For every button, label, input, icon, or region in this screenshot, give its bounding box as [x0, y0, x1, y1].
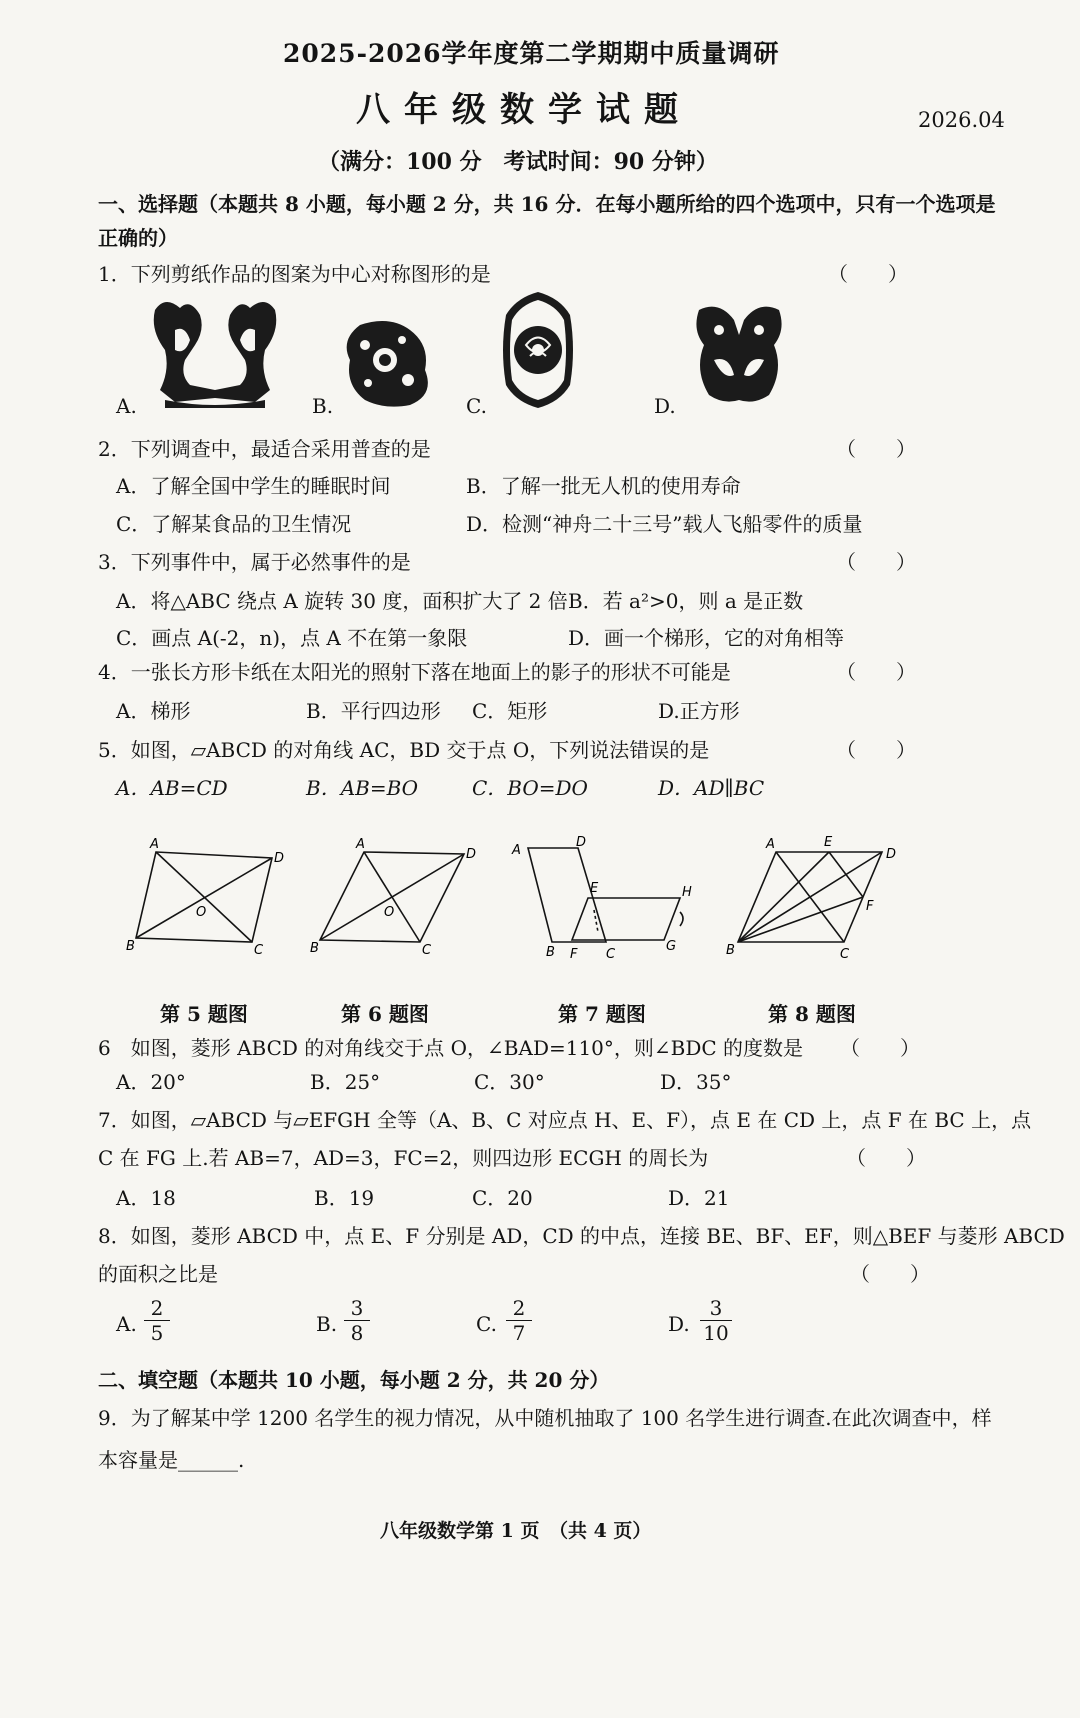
q6-answer-paren: （ ）: [840, 1036, 920, 1060]
q5-answer-paren: （ ）: [836, 738, 916, 762]
fig5-label-a: A: [150, 837, 159, 852]
score-info: （满分：100 分 考试时间：90 分钟）: [318, 149, 718, 175]
q2-option-a: A．了解全国中学生的睡眠时间: [116, 474, 391, 498]
section1-heading-line1: 一、选择题（本题共 8 小题，每小题 2 分，共 16 分．在每小题所给的四个选项中，只有一个选项是: [98, 192, 996, 216]
q4-answer-paren: （ ）: [836, 660, 916, 684]
figure-q6: [306, 830, 486, 965]
q7-answer-paren: （ ）: [846, 1146, 926, 1170]
q8-option-c-label: C.: [476, 1312, 497, 1336]
q3-option-c: C．画点 A(-2，n)，点 A 不在第一象限: [116, 626, 468, 650]
fig5-label-o: O: [196, 905, 207, 920]
fig8-label-c: C: [840, 947, 850, 962]
fig8-label-e: E: [824, 835, 833, 850]
q9-line1: 9．为了解某中学 1200 名学生的视力情况，从中随机抽取了 100 名学生进行调查.在此次调查中，样: [98, 1406, 992, 1430]
q6-option-c: C．30°: [474, 1070, 545, 1094]
figure-q7: [506, 830, 706, 965]
q5-option-b: B．AB=BO: [306, 776, 419, 800]
q8-option-a-denominator: 5: [150, 1321, 164, 1345]
q6-option-b: B．25°: [310, 1070, 381, 1094]
q3-option-b: B．若 a²>0，则 a 是正数: [568, 589, 804, 613]
fig8-label-b: B: [726, 943, 735, 958]
q8-option-b-fraction: [342, 1296, 372, 1345]
q2-option-d: D．检测“神舟二十三号”载人飞船零件的质量: [466, 512, 863, 536]
fig7-label-b: B: [546, 945, 555, 960]
q1-option-b-label: B.: [312, 394, 334, 418]
fig6-label-o: O: [384, 905, 395, 920]
q3-answer-paren: （ ）: [836, 550, 916, 574]
q8-option-c-numerator: 2: [512, 1296, 526, 1320]
q9-line2: 本容量是______.: [98, 1448, 245, 1472]
q5-option-c: C．BO=DO: [472, 776, 588, 800]
q8-stem-line2: 的面积之比是: [98, 1262, 218, 1286]
q2-answer-paren: （ ）: [836, 437, 916, 461]
papercut-rose-image: [498, 290, 578, 410]
q1-option-c-label: C.: [466, 394, 487, 418]
q4-option-a: A．梯形: [116, 699, 191, 723]
q2-option-b: B．了解一批无人机的使用寿命: [466, 474, 741, 498]
q8-option-b-numerator: 3: [350, 1296, 364, 1320]
q4-stem: 4．一张长方形卡纸在太阳光的照射下落在地面上的影子的形状不可能是: [98, 660, 731, 684]
fig6-label-d: D: [466, 847, 477, 862]
q1-option-d-label: D.: [654, 394, 676, 418]
q1-answer-paren: （ ）: [828, 262, 908, 286]
q4-option-d: D.正方形: [658, 699, 740, 723]
q4-option-c: C．矩形: [472, 699, 548, 723]
fig8-label-a: A: [766, 837, 775, 852]
fig6-label-c: C: [422, 943, 432, 958]
q8-option-c-denominator: 7: [512, 1321, 526, 1345]
q3-option-a: A．将△ABC 绕点 A 旋转 30 度，面积扩大了 2 倍: [116, 589, 568, 613]
exam-subtitle: 八年级数学试题: [356, 90, 692, 130]
figure-caption-6: 第 6 题图: [341, 1002, 429, 1026]
q6-stem: 6 如图，菱形 ABCD 的对角线交于点 O，∠BAD=110°，则∠BDC 的度数是: [98, 1036, 804, 1060]
figure-caption-5: 第 5 题图: [160, 1002, 248, 1026]
q8-option-d-label: D.: [668, 1312, 690, 1336]
q7-option-d: D．21: [668, 1186, 730, 1210]
fig8-label-d: D: [886, 847, 897, 862]
figure-caption-7: 第 7 题图: [558, 1002, 646, 1026]
section2-heading: 二、填空题（本题共 10 小题，每小题 2 分，共 20 分）: [98, 1368, 610, 1392]
q2-option-c: C．了解某食品的卫生情况: [116, 512, 352, 536]
fig7-label-a: A: [512, 843, 521, 858]
q8-option-a-label: A.: [116, 1312, 137, 1336]
q5-option-a: A．AB=CD: [116, 776, 228, 800]
q8-option-d-fraction: [698, 1296, 734, 1345]
fig8-label-f: F: [866, 899, 874, 914]
papercut-flower-image: [340, 315, 435, 410]
fig7-label-h: H: [682, 885, 692, 900]
q3-stem: 3．下列事件中，属于必然事件的是: [98, 550, 411, 574]
figure-caption-8: 第 8 题图: [768, 1002, 856, 1026]
exam-title: 2025-2026学年度第二学期期中质量调研: [283, 39, 780, 68]
q8-option-c-fraction: [504, 1296, 534, 1345]
fig7-label-g: G: [666, 939, 677, 954]
q2-stem: 2．下列调查中，最适合采用普查的是: [98, 437, 431, 461]
q3-option-d: D．画一个梯形，它的对角相等: [568, 626, 845, 650]
fig7-label-c: C: [606, 947, 616, 962]
q4-option-b: B．平行四边形: [306, 699, 441, 723]
figure-q5: [120, 830, 290, 965]
exam-date: 2026.04: [918, 108, 1005, 132]
q8-stem-line1: 8．如图，菱形 ABCD 中，点 E、F 分别是 AD，CD 的中点，连接 BE、BF、EF，则△BEF 与菱形 ABCD: [98, 1224, 1065, 1248]
fig5-label-c: C: [254, 943, 264, 958]
q7-stem-line2: C 在 FG 上.若 AB=7，AD=3，FC=2，则四边形 ECGH 的周长为: [98, 1146, 709, 1170]
q8-option-a-numerator: 2: [150, 1296, 164, 1320]
q6-option-d: D．35°: [660, 1070, 732, 1094]
fig6-label-b: B: [310, 941, 319, 956]
fig5-label-d: D: [274, 851, 285, 866]
q6-option-a: A．20°: [116, 1070, 186, 1094]
q8-option-b-denominator: 8: [350, 1321, 364, 1345]
q7-option-c: C．20: [472, 1186, 533, 1210]
q5-stem: 5．如图，▱ABCD 的对角线 AC，BD 交于点 O，下列说法错误的是: [98, 738, 710, 762]
q7-option-a: A．18: [116, 1186, 176, 1210]
fig5-label-b: B: [126, 939, 135, 954]
q8-option-b-label: B.: [316, 1312, 338, 1336]
q8-option-d-numerator: 3: [709, 1296, 723, 1320]
q8-answer-paren: （ ）: [850, 1262, 930, 1286]
fig7-label-d: D: [576, 835, 587, 850]
fig7-label-e: E: [590, 881, 599, 896]
q7-stem-line1: 7．如图，▱ABCD 与▱EFGH 全等（A、B、C 对应点 H、E、F），点 E 在 CD 上，点 F 在 BC 上，点: [98, 1108, 1032, 1132]
fig6-label-a: A: [356, 837, 365, 852]
page-footer: 八年级数学第 1 页 （共 4 页）: [380, 1520, 652, 1542]
q1-stem: 1．下列剪纸作品的图案为中心对称图形的是: [98, 262, 491, 286]
q8-option-a-fraction: [142, 1296, 172, 1345]
q5-option-d: D．AD∥BC: [658, 776, 765, 800]
papercut-deer-image: [145, 290, 285, 414]
papercut-birds-image: [684, 300, 794, 410]
figure-q8: [720, 830, 910, 965]
q8-option-d-denominator: 10: [703, 1321, 729, 1345]
section1-heading-line2: 正确的）: [98, 226, 178, 250]
q7-option-b: B．19: [314, 1186, 375, 1210]
fig7-label-f: F: [570, 947, 578, 962]
q1-option-a-label: A.: [116, 394, 137, 418]
